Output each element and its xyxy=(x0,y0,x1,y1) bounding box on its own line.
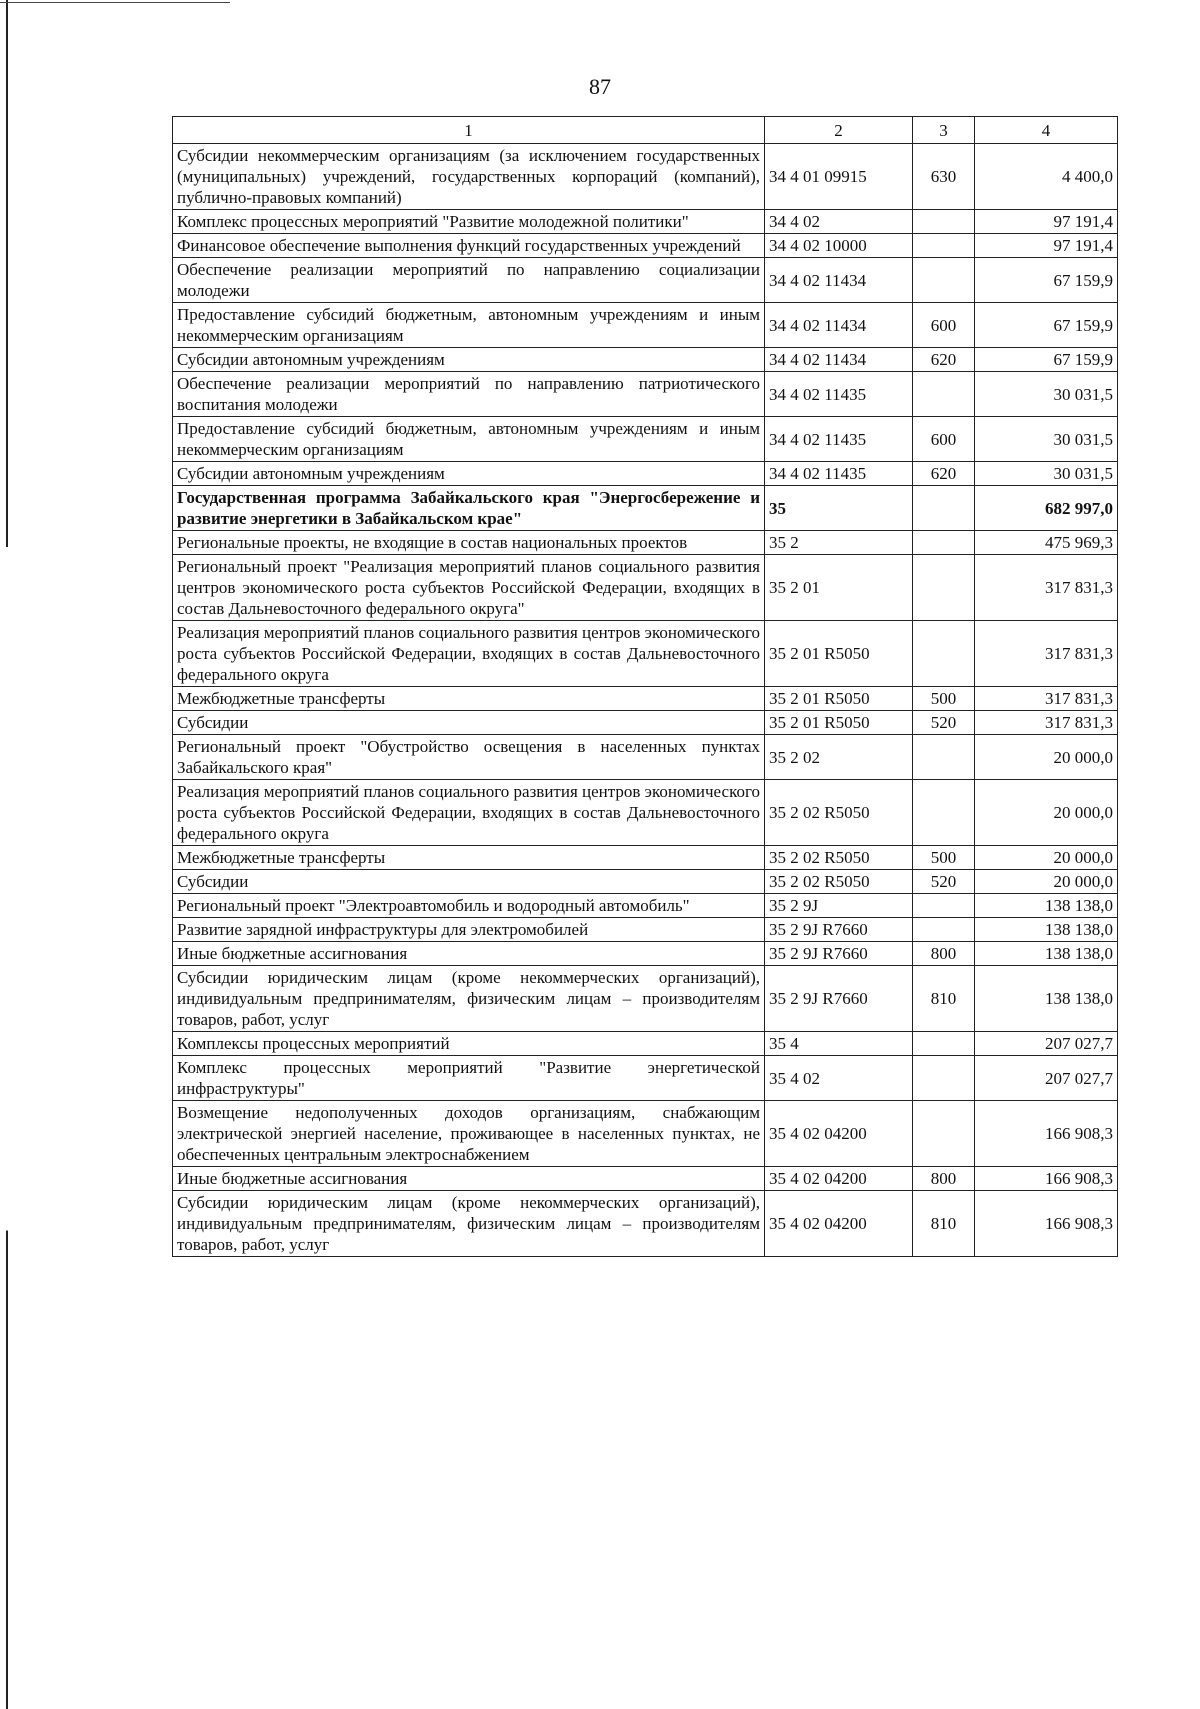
row-code-cell: 34 4 01 09915 xyxy=(765,144,913,210)
row-expense-type-cell: 500 xyxy=(913,687,975,711)
table-row xyxy=(173,846,1118,870)
scan-edge-top xyxy=(0,2,230,3)
table-row xyxy=(173,555,1118,621)
table-row xyxy=(173,303,1118,348)
row-name-cell: Региональный проект "Электроавтомобиль и водородный автомобиль" xyxy=(173,894,765,918)
row-amount-cell: 317 831,3 xyxy=(975,555,1118,621)
table-row xyxy=(173,417,1118,462)
row-code-cell: 35 2 01 R5050 xyxy=(765,621,913,687)
table-row xyxy=(173,1191,1118,1257)
table-row xyxy=(173,711,1118,735)
table-row xyxy=(173,1101,1118,1167)
row-amount-cell: 138 138,0 xyxy=(975,918,1118,942)
row-code-cell: 34 4 02 11434 xyxy=(765,258,913,303)
row-expense-type-cell: 600 xyxy=(913,417,975,462)
row-amount-cell: 30 031,5 xyxy=(975,372,1118,417)
row-name-cell: Комплекс процессных мероприятий "Развитие энергетической инфраструктуры" xyxy=(173,1056,765,1101)
row-name-cell: Государственная программа Забайкальского края "Энергосбережение и развитие энергетики в Забайкальском крае" xyxy=(173,486,765,531)
row-expense-type-cell xyxy=(913,531,975,555)
budget-table xyxy=(172,116,1118,1257)
row-code-cell: 34 4 02 11435 xyxy=(765,417,913,462)
table-row xyxy=(173,348,1118,372)
table-row xyxy=(173,486,1118,531)
row-expense-type-cell xyxy=(913,894,975,918)
table-row xyxy=(173,870,1118,894)
row-code-cell: 35 4 02 04200 xyxy=(765,1167,913,1191)
row-amount-cell: 20 000,0 xyxy=(975,735,1118,780)
row-name-cell: Развитие зарядной инфраструктуры для электромобилей xyxy=(173,918,765,942)
column-header-4: 4 xyxy=(975,117,1118,144)
row-expense-type-cell xyxy=(913,621,975,687)
row-expense-type-cell: 520 xyxy=(913,711,975,735)
row-name-cell: Субсидии юридическим лицам (кроме некоммерческих организаций), индивидуальным предпринимателям, физическим лицам – производителям товаров, работ, услуг xyxy=(173,1191,765,1257)
row-name-cell: Субсидии автономным учреждениям xyxy=(173,462,765,486)
table-row xyxy=(173,1167,1118,1191)
row-expense-type-cell: 800 xyxy=(913,942,975,966)
table-row xyxy=(173,942,1118,966)
row-name-cell: Иные бюджетные ассигнования xyxy=(173,942,765,966)
row-expense-type-cell: 620 xyxy=(913,462,975,486)
row-amount-cell: 317 831,3 xyxy=(975,687,1118,711)
table-row xyxy=(173,462,1118,486)
row-amount-cell: 317 831,3 xyxy=(975,621,1118,687)
row-amount-cell: 682 997,0 xyxy=(975,486,1118,531)
scan-edge-left xyxy=(6,0,8,1709)
row-name-cell: Финансовое обеспечение выполнения функций государственных учреждений xyxy=(173,234,765,258)
row-amount-cell: 20 000,0 xyxy=(975,870,1118,894)
row-code-cell: 35 2 9J R7660 xyxy=(765,918,913,942)
row-expense-type-cell xyxy=(913,234,975,258)
row-code-cell: 34 4 02 11434 xyxy=(765,303,913,348)
row-code-cell: 35 4 xyxy=(765,1032,913,1056)
table-row xyxy=(173,210,1118,234)
table-row xyxy=(173,966,1118,1032)
row-code-cell: 35 2 02 R5050 xyxy=(765,846,913,870)
budget-table-body xyxy=(173,117,1118,1257)
row-name-cell: Обеспечение реализации мероприятий по направлению патриотического воспитания молодежи xyxy=(173,372,765,417)
table-row xyxy=(173,1032,1118,1056)
row-code-cell: 34 4 02 11434 xyxy=(765,348,913,372)
row-code-cell: 34 4 02 11435 xyxy=(765,372,913,417)
table-row xyxy=(173,1056,1118,1101)
row-code-cell: 35 2 02 xyxy=(765,735,913,780)
table-row xyxy=(173,621,1118,687)
table-row xyxy=(173,687,1118,711)
row-code-cell: 35 xyxy=(765,486,913,531)
table-row xyxy=(173,918,1118,942)
row-code-cell: 35 2 01 xyxy=(765,555,913,621)
row-expense-type-cell: 810 xyxy=(913,966,975,1032)
row-code-cell: 35 2 01 R5050 xyxy=(765,687,913,711)
row-amount-cell: 30 031,5 xyxy=(975,417,1118,462)
table-row xyxy=(173,258,1118,303)
row-amount-cell: 20 000,0 xyxy=(975,846,1118,870)
row-expense-type-cell xyxy=(913,780,975,846)
row-code-cell: 35 2 02 R5050 xyxy=(765,870,913,894)
row-amount-cell: 166 908,3 xyxy=(975,1191,1118,1257)
row-code-cell: 35 2 xyxy=(765,531,913,555)
row-name-cell: Реализация мероприятий планов социального развития центров экономического роста субъектов Российской Федерации, входящих в состав Дальневосточного федерального округа xyxy=(173,621,765,687)
row-code-cell: 35 2 9J R7660 xyxy=(765,966,913,1032)
row-amount-cell: 97 191,4 xyxy=(975,210,1118,234)
row-amount-cell: 67 159,9 xyxy=(975,303,1118,348)
row-code-cell: 35 2 9J xyxy=(765,894,913,918)
row-expense-type-cell xyxy=(913,918,975,942)
row-expense-type-cell xyxy=(913,1101,975,1167)
row-expense-type-cell: 500 xyxy=(913,846,975,870)
row-amount-cell: 138 138,0 xyxy=(975,966,1118,1032)
row-expense-type-cell: 810 xyxy=(913,1191,975,1257)
row-name-cell: Межбюджетные трансферты xyxy=(173,687,765,711)
row-amount-cell: 317 831,3 xyxy=(975,711,1118,735)
row-code-cell: 35 2 01 R5050 xyxy=(765,711,913,735)
row-expense-type-cell: 620 xyxy=(913,348,975,372)
row-expense-type-cell: 630 xyxy=(913,144,975,210)
row-code-cell: 34 4 02 10000 xyxy=(765,234,913,258)
row-expense-type-cell xyxy=(913,555,975,621)
row-name-cell: Возмещение недополученных доходов организациям, снабжающим электрической энергией население, проживающее в населенных пунктах, не обеспеченных центральным электроснабжением xyxy=(173,1101,765,1167)
row-name-cell: Субсидии xyxy=(173,711,765,735)
column-header-2: 2 xyxy=(765,117,913,144)
table-row xyxy=(173,144,1118,210)
row-expense-type-cell: 800 xyxy=(913,1167,975,1191)
row-amount-cell: 207 027,7 xyxy=(975,1032,1118,1056)
row-code-cell: 34 4 02 11435 xyxy=(765,462,913,486)
page-number: 87 xyxy=(589,74,611,99)
row-code-cell: 34 4 02 xyxy=(765,210,913,234)
row-expense-type-cell: 600 xyxy=(913,303,975,348)
row-expense-type-cell xyxy=(913,210,975,234)
row-amount-cell: 138 138,0 xyxy=(975,942,1118,966)
row-name-cell: Субсидии автономным учреждениям xyxy=(173,348,765,372)
row-expense-type-cell xyxy=(913,1056,975,1101)
table-row xyxy=(173,735,1118,780)
row-expense-type-cell xyxy=(913,486,975,531)
table-header-row xyxy=(173,117,1118,144)
table-row xyxy=(173,372,1118,417)
table-row xyxy=(173,780,1118,846)
row-amount-cell: 475 969,3 xyxy=(975,531,1118,555)
column-header-1: 1 xyxy=(173,117,765,144)
row-code-cell: 35 4 02 xyxy=(765,1056,913,1101)
row-name-cell: Предоставление субсидий бюджетным, автономным учреждениям и иным некоммерческим организациям xyxy=(173,303,765,348)
row-name-cell: Реализация мероприятий планов социального развития центров экономического роста субъектов Российской Федерации, входящих в состав Дальневосточного федерального округа xyxy=(173,780,765,846)
row-amount-cell: 207 027,7 xyxy=(975,1056,1118,1101)
row-expense-type-cell xyxy=(913,372,975,417)
row-expense-type-cell: 520 xyxy=(913,870,975,894)
row-code-cell: 35 4 02 04200 xyxy=(765,1101,913,1167)
row-amount-cell: 138 138,0 xyxy=(975,894,1118,918)
row-name-cell: Региональные проекты, не входящие в состав национальных проектов xyxy=(173,531,765,555)
row-code-cell: 35 2 02 R5050 xyxy=(765,780,913,846)
row-name-cell: Предоставление субсидий бюджетным, автономным учреждениям и иным некоммерческим организациям xyxy=(173,417,765,462)
row-amount-cell: 4 400,0 xyxy=(975,144,1118,210)
row-code-cell: 35 2 9J R7660 xyxy=(765,942,913,966)
row-name-cell: Межбюджетные трансферты xyxy=(173,846,765,870)
row-amount-cell: 67 159,9 xyxy=(975,348,1118,372)
table-row xyxy=(173,234,1118,258)
row-name-cell: Субсидии xyxy=(173,870,765,894)
row-expense-type-cell xyxy=(913,735,975,780)
row-name-cell: Субсидии некоммерческим организациям (за исключением государственных (муниципальных) учреждений, государственных корпораций (компаний), публично-правовых компаний) xyxy=(173,144,765,210)
row-amount-cell: 97 191,4 xyxy=(975,234,1118,258)
table-row xyxy=(173,894,1118,918)
column-header-3: 3 xyxy=(913,117,975,144)
table-row xyxy=(173,531,1118,555)
row-amount-cell: 30 031,5 xyxy=(975,462,1118,486)
row-name-cell: Субсидии юридическим лицам (кроме некоммерческих организаций), индивидуальным предпринимателям, физическим лицам – производителям товаров, работ, услуг xyxy=(173,966,765,1032)
row-expense-type-cell xyxy=(913,258,975,303)
row-amount-cell: 20 000,0 xyxy=(975,780,1118,846)
row-name-cell: Комплекс процессных мероприятий "Развитие молодежной политики" xyxy=(173,210,765,234)
row-amount-cell: 166 908,3 xyxy=(975,1167,1118,1191)
row-expense-type-cell xyxy=(913,1032,975,1056)
row-name-cell: Региональный проект "Обустройство освещения в населенных пунктах Забайкальского края" xyxy=(173,735,765,780)
row-name-cell: Комплексы процессных мероприятий xyxy=(173,1032,765,1056)
row-name-cell: Обеспечение реализации мероприятий по направлению социализации молодежи xyxy=(173,258,765,303)
row-code-cell: 35 4 02 04200 xyxy=(765,1191,913,1257)
row-name-cell: Региональный проект "Реализация мероприятий планов социального развития центров экономического роста субъектов Российской Федерации, входящих в состав Дальневосточного федерального округа" xyxy=(173,555,765,621)
row-amount-cell: 67 159,9 xyxy=(975,258,1118,303)
row-amount-cell: 166 908,3 xyxy=(975,1101,1118,1167)
row-name-cell: Иные бюджетные ассигнования xyxy=(173,1167,765,1191)
